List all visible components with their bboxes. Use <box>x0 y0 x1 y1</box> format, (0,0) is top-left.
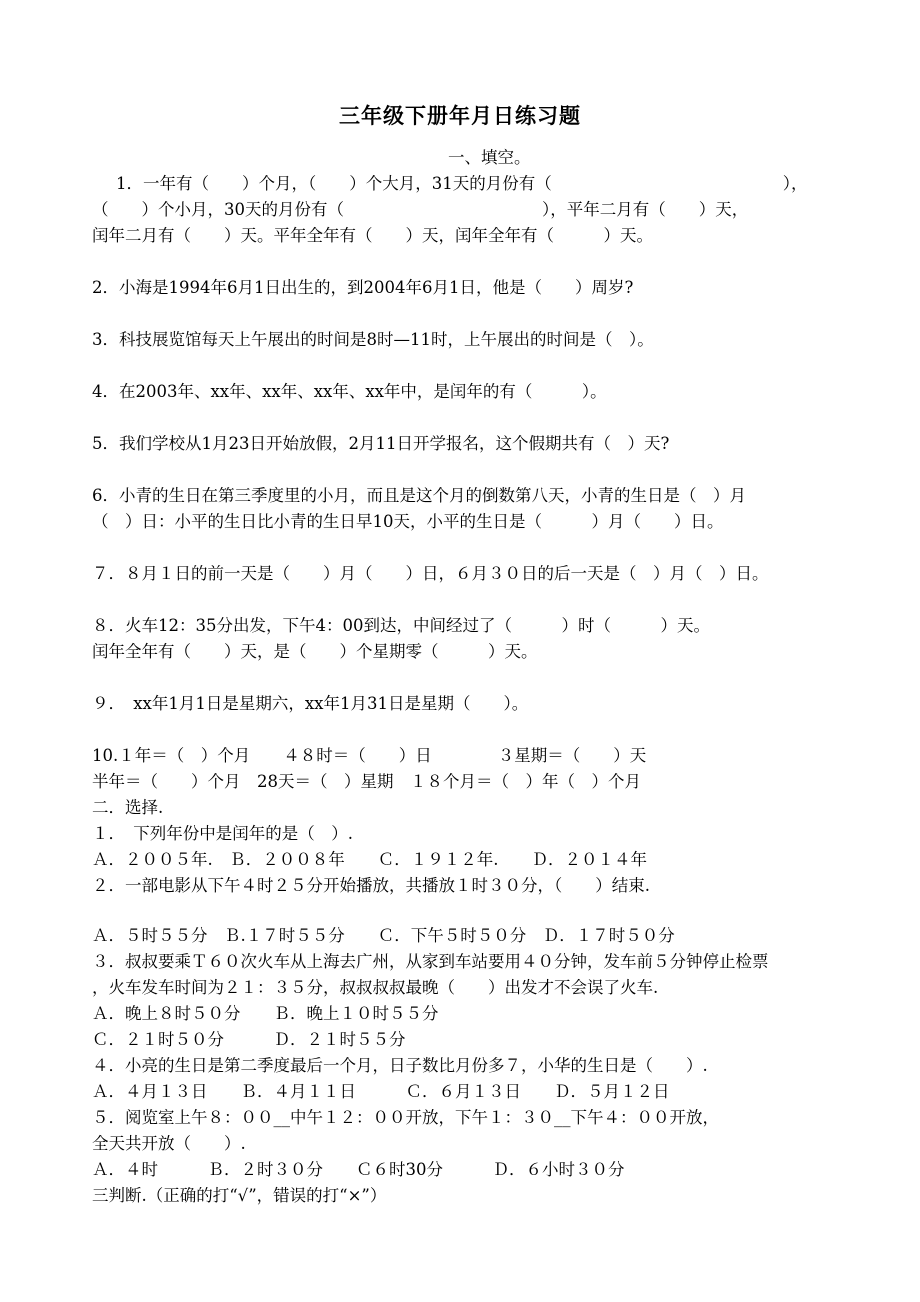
question-line: Ａ．晚上８时５０分 Ｂ．晚上１０时５５分 <box>92 1004 439 1023</box>
question-line: ９． xx年1月1日是星期六，xx年1月31日是星期（ ）。 <box>92 694 529 713</box>
question-line: 全天共开放（ ）. <box>92 1134 246 1153</box>
question-line: ５．阅览室上午８：００__中午１２：００开放，下午１：３０__下午４：００开放， <box>92 1108 719 1127</box>
page-title: 三年级下册年月日练习题 <box>339 103 581 128</box>
question-line: 2．小海是1994年6月1日出生的，到2004年6月1日，他是（ ）周岁? <box>92 278 634 297</box>
question-line: ４．小亮的生日是第二季度最后一个月，日子数比月份多７，小华的生日是（ ）. <box>92 1056 708 1075</box>
question-line: ２．一部电影从下午４时２５分开始播放，共播放１时３０分，（ ）结束. <box>92 876 650 895</box>
section-heading: 三判断.（正确的打“√”，错误的打“×”） <box>92 1186 387 1205</box>
question-line: Ｃ．２１时５０分 Ｄ．２１时５５分 <box>92 1030 406 1049</box>
section-heading: 二．选择. <box>92 798 164 817</box>
question-line: （ ）日：小平的生日比小青的生日早10天，小平的生日是（ ）月（ ）日。 <box>92 512 724 531</box>
question-line: ，火车发车时间为２１：３５分，叔叔叔叔最晚（ ）出发才不会误了火车. <box>92 978 659 997</box>
question-line: Ａ．５时５５分 Ｂ.１７时５５分 Ｃ．下午５时５０分 Ｄ．１７时５０分 <box>92 926 675 945</box>
question-line: 6．小青的生日在第三季度里的小月，而且是这个月的倒数第八天，小青的生日是（ ）月 <box>92 486 746 505</box>
question-line: Ａ．４月１３日 Ｂ．４月１１日 Ｃ．６月１３日 Ｄ．５月１２日 <box>92 1082 670 1101</box>
question-line: ３．叔叔要乘Ｔ６０次火车从上海去广州，从家到车站要用４０分钟，发车前５分钟停止检票 <box>92 952 769 971</box>
question-line: 1．一年有（ ）个月，（ ）个大月，31天的月份有（ ）， <box>116 174 808 193</box>
question-line: 10.１年＝（ ）个月 ４８时＝（ ）日 ３星期＝（ ）天 <box>92 746 647 765</box>
question-line: １． 下列年份中是闰年的是（ ）. <box>92 824 353 843</box>
question-line: ７．８月１日的前一天是（ ）月（ ）日，６月３０日的后一天是（ ）月（ ）日。 <box>92 564 769 583</box>
question-line: （ ）个小月，30天的月份有（ ），平年二月有（ ）天， <box>92 200 749 219</box>
question-line: 半年＝（ ）个月 28天＝（ ）星期 １８个月＝（ ）年（ ）个月 <box>92 772 641 791</box>
section-heading: 一、填空。 <box>448 148 531 167</box>
question-line: 闰年二月有（ ）天。平年全年有（ ）天，闰年全年有（ ）天。 <box>92 226 653 245</box>
question-line: 3．科技展览馆每天上午展出的时间是8时—11时，上午展出的时间是（ ）。 <box>92 330 654 349</box>
question-line: 闰年全年有（ ）天，是（ ）个星期零（ ）天。 <box>92 642 538 661</box>
question-line: ８．火车12：35分出发，下午4：00到达，中间经过了（ ）时（ ）天。 <box>92 616 710 635</box>
question-line: 4．在2003年、xx年、xx年、xx年、xx年中，是闰年的有（ ）。 <box>92 382 607 401</box>
question-line: 5．我们学校从1月23日开始放假，2月11日开学报名，这个假期共有（ ）天? <box>92 434 670 453</box>
question-line: Ａ．４时 Ｂ．２时３０分 Ｃ６时30分 Ｄ．６小时３０分 <box>92 1160 625 1179</box>
question-line: Ａ．２００５年. Ｂ．２００８年 Ｃ．１９１２年. Ｄ．２０１４年 <box>92 850 647 869</box>
